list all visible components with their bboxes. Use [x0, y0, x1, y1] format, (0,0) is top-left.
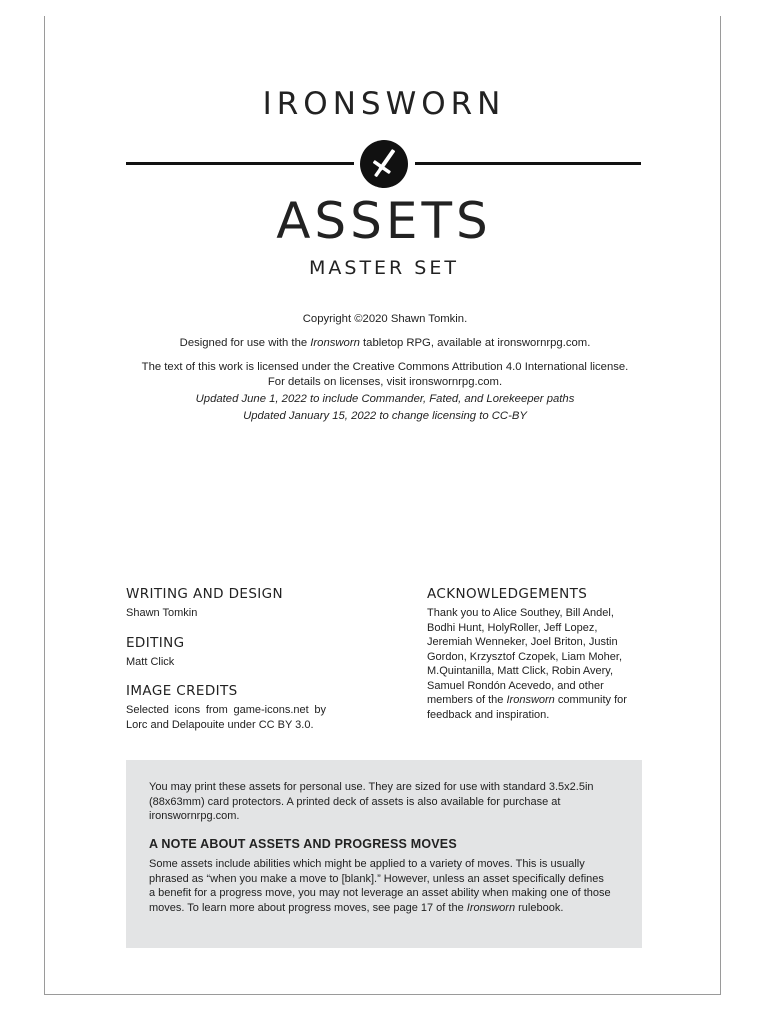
note-body-2-text: a benefit for a progress move, you may not leverage an asset ability when making one of those moves. To learn more about progress moves, see page 17 of the [149, 887, 611, 914]
image-credits-body: Selected icons from game-icons.net by Lorc and Delapouite under CC BY 3.0. [126, 704, 326, 731]
note-body-2-end: rulebook. [515, 901, 564, 914]
title-divider-left [126, 162, 354, 165]
document-heading: ASSETS [276, 192, 492, 250]
acknowledgements-column [427, 586, 641, 736]
sword-emblem-icon [359, 139, 409, 189]
editing-heading: EDITING [126, 634, 185, 651]
acknowledgements-game-name: Ironsworn [506, 694, 555, 706]
note-box [126, 760, 642, 948]
note-title: A NOTE ABOUT ASSETS AND PROGRESS MOVES [149, 836, 457, 851]
writing-heading: WRITING AND DESIGN [126, 586, 284, 602]
designed-line [140, 336, 630, 351]
writing-body: Shawn Tomkin [126, 607, 198, 619]
note-rulebook-name: Ironsworn [466, 901, 516, 914]
update-note-1: Updated June 1, 2022 to include Commander, Fated, and Lorekeeper paths [195, 393, 575, 405]
game-title: IRONSWORN [262, 86, 506, 122]
acknowledgements-heading: ACKNOWLEDGEMENTS [427, 586, 588, 602]
note-body-2 [149, 886, 621, 915]
note-content [149, 780, 621, 915]
acknowledgements-text: Thank you to Alice Southey, Bill Andel, Bodhi Hunt, HolyRoller, Jeff Lopez, Jeremiah Wenneker, Joel Briton, Justin Gordon, Krzysztof Czopek, Liam Moher, M.Quintanilla, Matt Click, Robin Avery, Samuel Rondón Acevedo, and other members of the [427, 607, 623, 706]
acknowledgements-text-end: community for feedback and inspiration. [427, 694, 627, 721]
front-matter [140, 312, 630, 426]
update-note-2: Updated January 15, 2022 to change licensing to CC-BY [243, 410, 527, 422]
title-divider-right [415, 162, 641, 165]
designed-text: Designed for use with the [179, 337, 311, 349]
print-note: You may print these assets for personal use. They are sized for use with standard 3.5x2.5in (88x63mm) card protectors. A printed deck of assets is also available for purchase at ironswornrpg.com. [149, 781, 594, 822]
designed-text-end: tabletop RPG, available at ironswornrpg.com. [359, 337, 591, 349]
game-name-italic: Ironsworn [310, 337, 360, 349]
image-credits-heading: IMAGE CREDITS [126, 683, 238, 699]
note-body-1: Some assets include abilities which might be applied to a variety of moves. This is usually phrased as “when you make a move to [blank].” However, unless an asset specifically defines [149, 858, 604, 885]
copyright-line: Copyright ©2020 Shawn Tomkin. [302, 313, 468, 325]
license-line: The text of this work is licensed under the Creative Commons Attribution 4.0 International license. For details on licenses, visit ironswornrpg.com. [141, 361, 629, 388]
credits-column [126, 586, 326, 746]
editing-body: Matt Click [126, 655, 175, 668]
document-subheading: MASTER SET [309, 257, 459, 279]
acknowledgements-body [427, 606, 641, 722]
